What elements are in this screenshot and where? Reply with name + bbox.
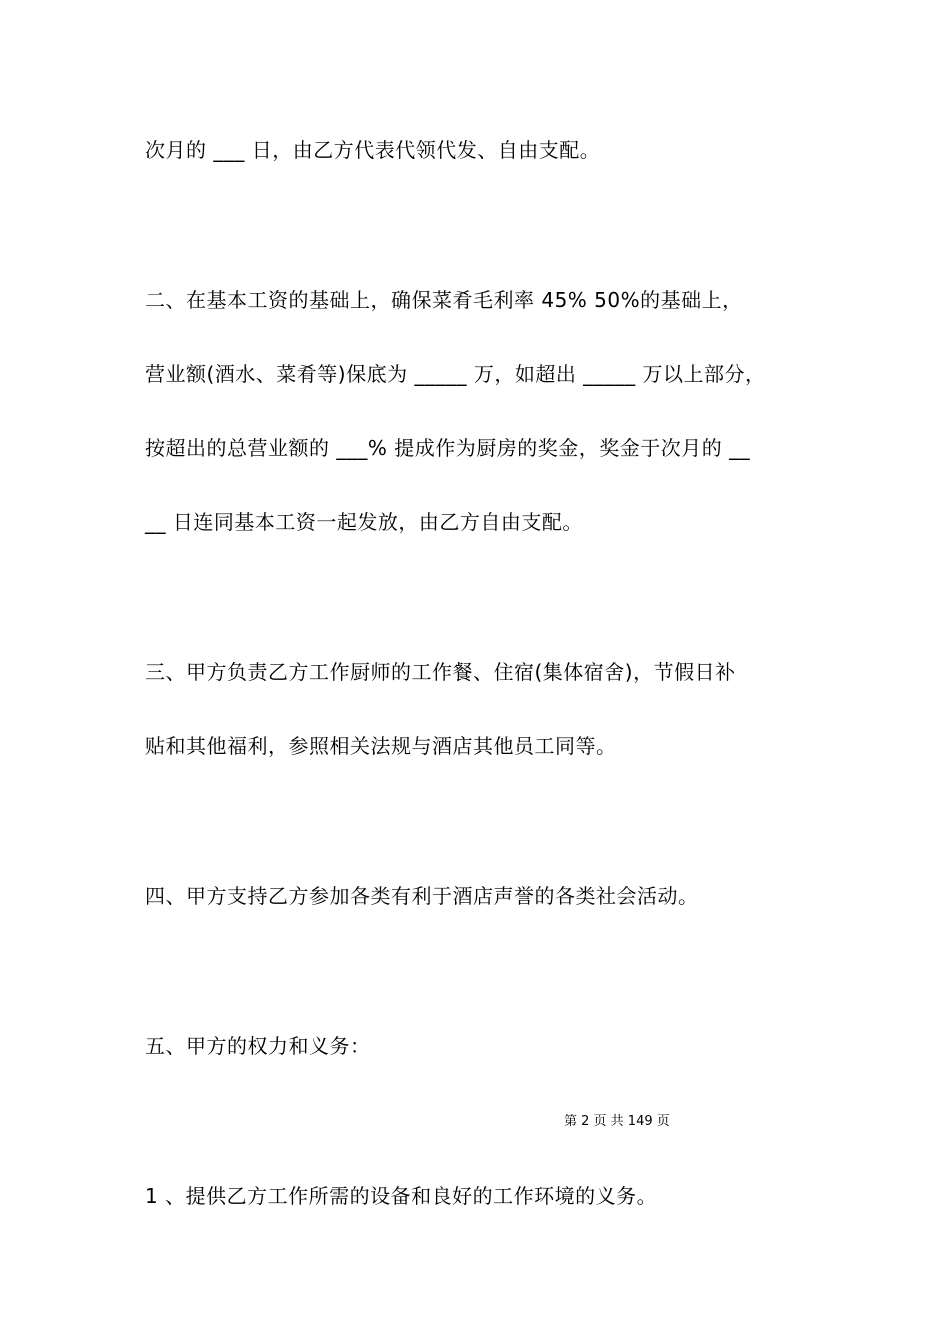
paragraph-line-7: 贴和其他福利，参照相关法规与酒店其他员工同等。 <box>145 734 617 758</box>
paragraph-line-8: 四、甲方支持乙方参加各类有利于酒店声誉的各类社会活动。 <box>145 884 699 908</box>
paragraph-line-4: 按超出的总营业额的 ___% 提成作为厨房的奖金，奖金于次月的 __ <box>145 436 751 460</box>
paragraph-line-5: __ 日连同基本工资一起发放，由乙方自由支配。 <box>145 510 583 534</box>
paragraph-line-10: 1 、提供乙方工作所需的设备和良好的工作环境的义务。 <box>145 1184 658 1208</box>
paragraph-line-6: 三、甲方负责乙方工作厨师的工作餐、住宿(集体宿舍)，节假日补 <box>145 660 736 684</box>
paragraph-line-1: 次月的 ___ 日，由乙方代表代领代发、自由支配。 <box>145 138 601 162</box>
paragraph-line-9: 五、甲方的权力和义务： <box>145 1034 371 1058</box>
paragraph-line-3: 营业额(酒水、菜肴等)保底为 _____ 万，如超出 _____ 万以上部分， <box>145 362 766 386</box>
paragraph-line-2: 二、在基本工资的基础上，确保菜肴毛利率 45% 50%的基础上， <box>145 288 743 312</box>
page-number: 第 2 页 共 149 页 <box>564 1114 670 1129</box>
